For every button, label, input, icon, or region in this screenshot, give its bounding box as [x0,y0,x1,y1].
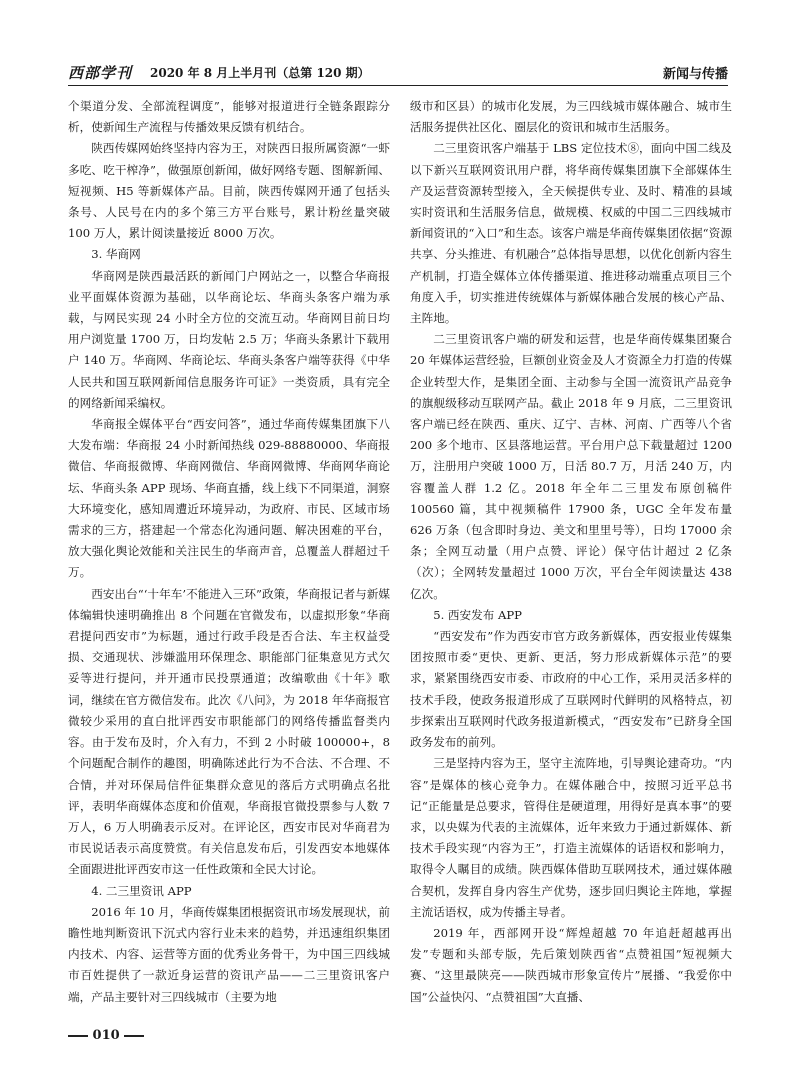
subheading: 3. 华商网 [91,247,141,262]
subheading: 4. 二三里资讯 APP [91,883,192,898]
paragraph: “西安发布”作为西安市官方政务新媒体，西安报业传媒集团按照市委“更快、更新、更活，努力形成新媒体示范”的要求，紧紧围绕西安市委、市政府的中心工作，采用灵活多样的技术手段，使政务报道形成了互联网时代鲜明的风格特点，初步探索出互联网时代政务报道新模式，“西安发布”已跻身全国政务发布的前列。 [410,629,732,750]
paragraph: 三是坚持内容为王，坚守主流阵地，引导舆论建奇功。“内容”是媒体的核心竞争力。在媒体融合中，按照习近平总书记“正能量是总要求，管得住是硬道理，用得好是真本事”的要求，以央媒为代表的主流媒体，近年来致力于通过新媒体、新技术手段实现“内容为王”，打造主流媒体的话语权和影响力，取得令人瞩目的成绩。陕西媒体借助互联网技术，通过媒体融合契机，发挥自身内容生产优势，逐步回归舆论主阵地，掌握主流话语权，成为传播主导者。 [410,756,732,919]
paragraph: 2016 年 10 月，华商传媒集团根据资讯市场发展现状，前瞻性地判断资讯下沉式内容行业未来的趋势，并迅速组织集团内技术、内容、运营等方面的优秀业务骨干，为中国三四线城市百姓提供了一款近身运营的资讯产品——二三里资讯客户端，产品主要针对三四线城市（主要为地 [68,904,390,1004]
header-rule [68,85,728,86]
left-column [68,96,390,1036]
page-header [68,58,728,84]
paragraph: 陕西传媒网始终坚持内容为王，对陕西日报所属资源“一虾多吃、吃干榨净”，做强原创新闻，做好网络专题、图解新闻、短视频、H5 等新媒体产品。目前，陕西传媒网开通了包括头条号、人民号在内的多个第三方平台账号，累计粉丝量突破 100 万人，累计阅读量接近 8000 万次。 [68,141,390,241]
subheading: 5. 西安发布 APP [433,607,522,622]
page-number: 010 [92,1028,120,1043]
paragraph: 华商报全媒体平台“西安问答”，通过华商传媒集团旗下八大发布端：华商报 24 小时新闻热线 029-88880000、华商报微信、华商报微博、华商网微信、华商网微博、华商网华商论坛、华商头条 APP 现场、华商直播，线上线下不同渠道，洞察大环境变化，感知周遭近环境异动，为政府、市民、区域市场需求的三方，搭建起一个常态化沟通问题、解决困难的平台，放大强化舆论效能和关注民生的华商声音，总覆盖人群超过千万。 [68,417,390,580]
paragraph: 个渠道分发、全部流程调度”，能够对报道进行全链条跟踪分析，使新闻生产流程与传播效果反馈有机结合。 [68,99,390,135]
paragraph: 华商网是陕西最活跃的新闻门户网站之一，以整合华商报业平面媒体资源为基础，以华商论坛、华商头条客户端为承载，与网民实现 24 小时全方位的交流互动。华商网目前日均用户浏览量 1700 万，日均发帖 2.5 万；华商头条累计下载用户 140 万。华商网、华商论坛、华商头条客户端等获得《中华人民共和国互联网新闻信息服务许可证》一类资质，具有完全的网络新闻采编权。 [68,268,390,410]
right-column [410,96,732,1036]
page-footer [68,1028,144,1043]
paragraph: 二三里资讯客户端基于 LBS 定位技术⑧，面向中国二线及以下新兴互联网资讯用户群，将华商传媒集团旗下全部媒体生产及运营资源转型接入，全天候提供专业、及时、精准的县域实时资讯和生活服务信息，做规模、权威的中国二三四线城市新闻资讯的“入口”和生态。该客户端是华商传媒集团依据“资源共享、分头推进、有机融合”总体指导思想，以优化创新内容生产机制，打造全媒体立体传播渠道、推进移动端重点项目三个角度入手，切实推进传统媒体与新媒体融合发展的核心产品、主阵地。 [410,141,732,326]
section-title: 新闻与传播 [662,67,728,82]
issue-info: 2020 年 8 月上半月刊（总第 120 期） [150,66,370,80]
dash-right [124,1035,144,1037]
paragraph: 西安出台“‘十年车’不能进入三环”政策，华商报记者与新媒体编辑快速明确推出 8 个问题在官微发布，以虚拟形象“华商君提问西安市”为标题，通过行政手段是否合法、车主权益受损、交通现状、涉嫌滥用环保理念、职能部门征集意见方式欠妥等进行提问，并开通市民投票通道；改编歌曲《十年》歌词，继续在官方微信发布。此次《八问》，为 2018 年华商报官微较少采用的直白批评西安市职能部门的网络传播监督类内容。由于发布及时，介入有力，不到 2 小时破 100000+，8 个问题配合制作的趣图，明确陈述此行为不合法、不合理、不合情，并对环保局信件征集群众意见的落后方式明确点名批评，表明华商媒体态度和价值观，华商报官微投票参与人数 7 万人，6 万人明确表示反对。在评论区，西安市民对华商君为市民说话表示高度赞赏。有关信息发布后，引发西安本地媒体全面跟进批评西安市这一任性政策和全民大讨论。 [68,586,390,877]
paragraph: 二三里资讯客户端的研发和运营，也是华商传媒集团聚合 20 年媒体运营经验，巨额创业资金及人才资源全力打造的传媒企业转型大作，是集团全面、主动参与全国一流资讯产品竞争的旗舰级移动互联网产品。截止 2018 年 9 月底，二三里资讯客户端已经在陕西、重庆、辽宁、吉林、河南、广西等八个省 200 多个地市、区县落地运营。平台用户总下载量超过 1200 万，注册用户突破 1000 万，日活 80.7 万，月活 240 万，内容覆盖人群 1.2 亿。2018 年全年二三里发布原创稿件 100560 篇，其中视频稿件 17900 条，UGC 全年发布量 626 万条（包含即时身边、美文和里里号等），日均 17000 余条；全网互动量（用户点赞、评论）保守估计超过 2 亿条（次）；全网转发量超过 1000 万次，平台全年阅读量达 438 亿次。 [410,332,732,601]
journal-logo: 西部学刊 [68,64,133,82]
paragraph: 2019 年，西部网开设“辉煌超越 70 年追赶超越再出发”专题和头部专版，先后策划陕西省“点赞祖国”短视频大赛、“这里最陕亮——陕西城市形象宣传片”展播、“我爱你中国”公益快闪、“点赞祖国”大直播、 [410,925,732,1004]
paragraph: 级市和区县）的城市化发展，为三四线城市媒体融合、城市生活服务提供社区化、圈层化的资讯和城市生活服务。 [410,99,732,135]
dash-left [68,1035,88,1037]
